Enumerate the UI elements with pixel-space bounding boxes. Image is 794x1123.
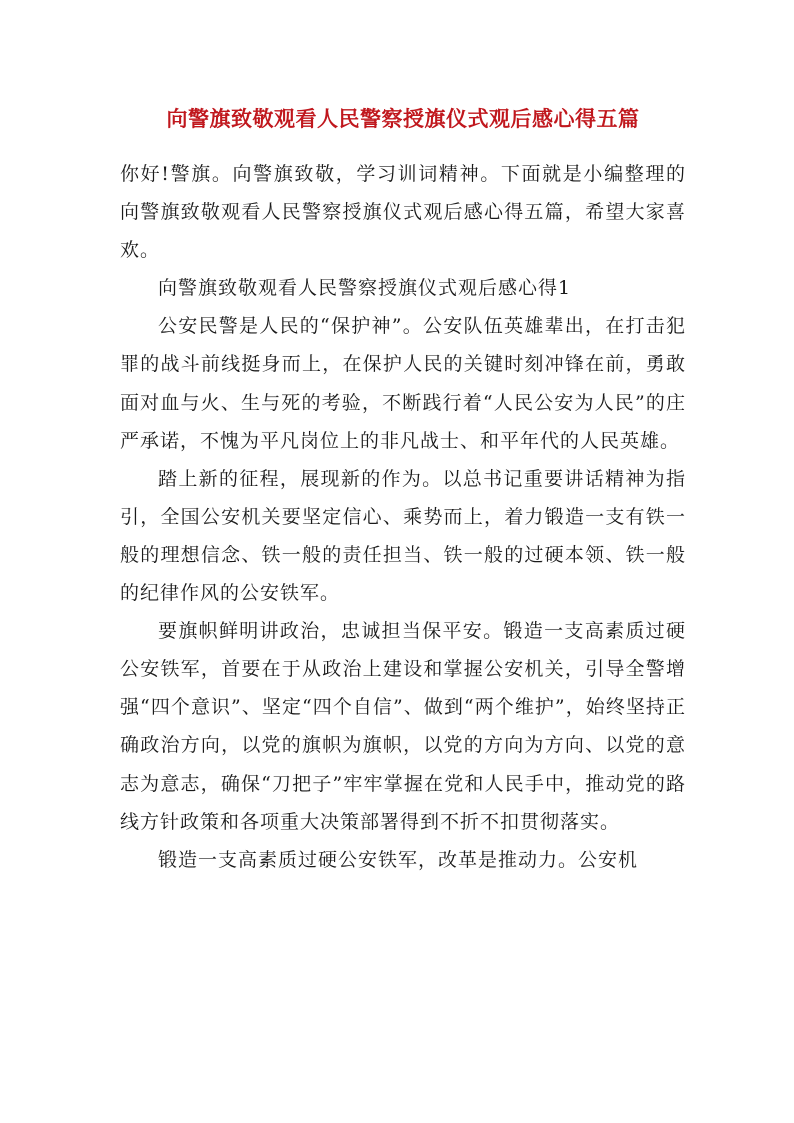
body-paragraph: 踏上新的征程，展现新的作为。以总书记重要讲话精神为指引，全国公安机关要坚定信心、乘势而上，着力锻造一支有铁一般的理想信念、铁一般的责任担当、铁一般的过硬本领、铁一般的纪律作风的公安铁军。 [120, 467, 686, 605]
body-paragraph: 锻造一支高素质过硬公安铁军，改革是推动力。公安机 [158, 848, 639, 871]
section-heading: 向警旗致敬观看人民警察授旗仪式观后感心得1 [158, 277, 572, 300]
document-body [120, 155, 686, 879]
intro-paragraph: 你好!警旗。向警旗致敬，学习训词精神。下面就是小编整理的向警旗致敬观看人民警察授旗仪式观后感心得五篇，希望大家喜欢。 [120, 163, 686, 262]
document-page [120, 0, 686, 1123]
document-title: 向警旗致敬观看人民警察授旗仪式观后感心得五篇 [166, 106, 640, 131]
body-paragraph: 要旗帜鲜明讲政治，忠诚担当保平安。锻造一支高素质过硬公安铁军，首要在于从政治上建设和掌握公安机关，引导全警增强“四个意识”、坚定“四个自信”、做到“两个维护”，始终坚持正确政治方向，以党的旗帜为旗帜，以党的方向为方向、以党的意志为意志，确保“刀把子”牢牢掌握在党和人民手中，推动党的路线方针政策和各项重大决策部署得到不折不扣贯彻落实。 [120, 620, 686, 833]
body-paragraph: 公安民警是人民的“保护神”。公安队伍英雄辈出，在打击犯罪的战斗前线挺身而上，在保护人民的关键时刻冲锋在前，勇敢面对血与火、生与死的考验，不断践行着“人民公安为人民”的庄严承诺，不愧为平凡岗位上的非凡战士、和平年代的人民英雄。 [120, 315, 686, 452]
